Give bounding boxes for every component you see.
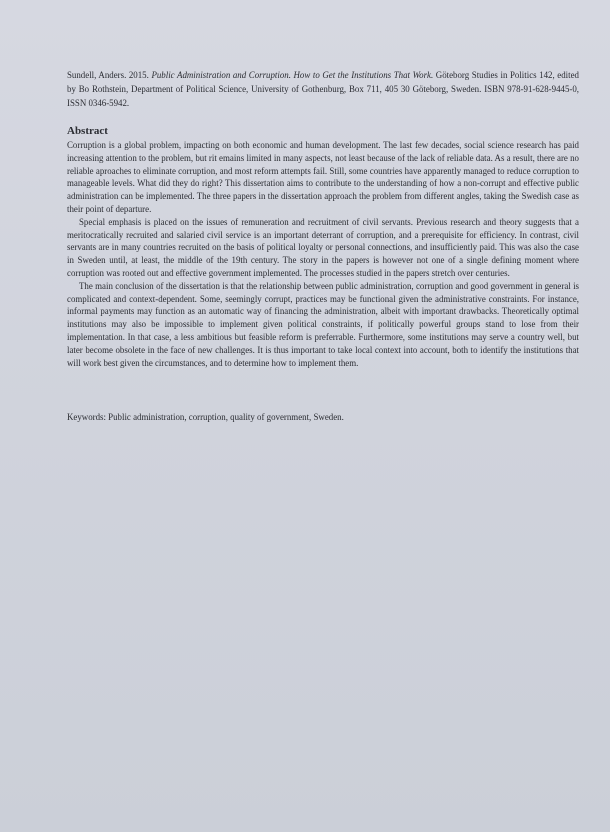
abstract-paragraph-1: Corruption is a global problem, impacting on both economic and human development. The last few decades, social science research has paid increasing attention to the problem, but rit emains limited in many aspects, not least because of the lack of reliable data. As a result, there are no reliable aproaches to eliminate corruption, and most reform attempts fail. Still, some countries have apparently managed to reduce corruption to manageable levels. What did they do right? This dissertation aims to contribute to the understanding of how a non-corrupt and effective public administration can be implemented. The three papers in the dissertation approach the problem from different angles, taking the Swedish case as their point of departure. <box>67 140 579 214</box>
abstract-paragraph-3: The main conclusion of the dissertation is that the relationship between public administration, corruption and good government in general is complicated and context-dependent. Some, seemingly corrupt, practices may be functional given the administrative constraints. For instance, informal payments may function as an automatic way of financing the administration, albeit with important drawbacks. Theoretically optimal institutions may also be impossible to implement given political constraints, if politically powerful groups stand to lose from their implementation. In that case, a less ambitious but feasible reform is preferrable. Furthermore, some institutions may serve a country well, but later become obsolete in the face of new challenges. It is thus important to take local context into account, both to identify the institutions that will work best given the circumstances, and to determine how to implement them. <box>67 280 579 368</box>
keywords: Keywords: Public administration, corruption, quality of government, Sweden. <box>67 412 344 422</box>
citation-author-year: Sundell, Anders. 2015. <box>67 70 152 80</box>
citation-details: Göteborg Studies in Politics 142, edited by Bo Rothstein, Department of Political Science, University of Gothenburg, Box 711, 405 30 Göteborg, Sweden. ISBN 978-91-628-9445-0, ISSN 0346-5942. <box>67 70 579 108</box>
abstract-section <box>67 124 579 369</box>
abstract-paragraph-2: Special emphasis is placed on the issues of remuneration and recruitment of civil servants. Previous research and theory suggests that a meritocratically recruited and salaried civil service is an important deterrant of corruption, and a prerequisite for efficiency. In contrast, civil servants are in many countries recruited on the basis of political loyalty or personal connections, and insufficiently paid. This was also the case in Sweden until, at least, the middle of the 19th century. The story in the papers is however not one of a single defining moment where corruption was rooted out and effective government implemented. The processes studied in the papers stretch over centuries. <box>67 216 579 278</box>
citation-title: Public Administration and Corruption. How to Get the Institutions That Work. <box>151 70 434 80</box>
abstract-heading: Abstract <box>67 125 108 137</box>
citation <box>67 68 579 110</box>
